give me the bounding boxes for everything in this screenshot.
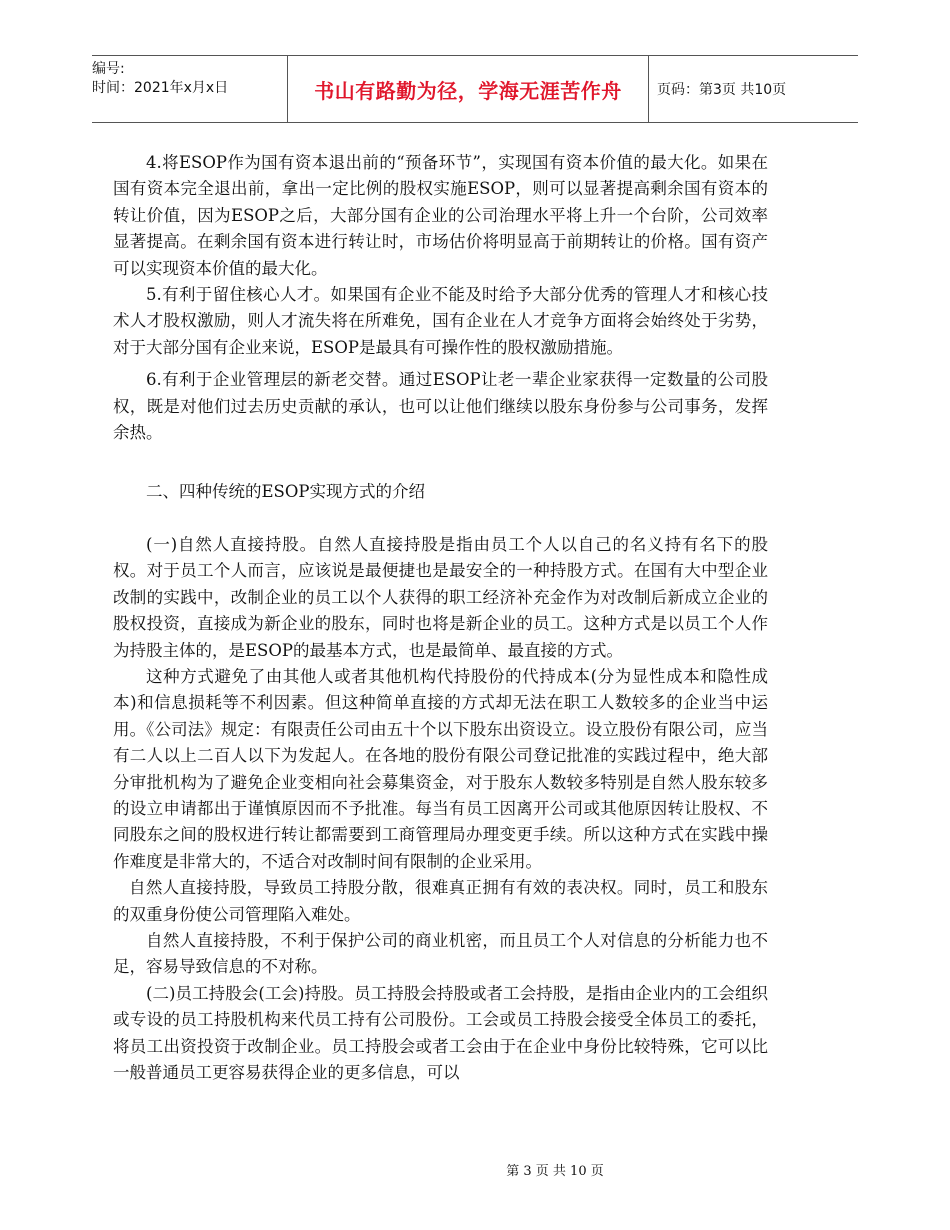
header-meta <box>92 56 287 122</box>
page-footer <box>0 1160 950 1179</box>
page-header <box>92 55 858 123</box>
section-heading: 二、四种传统的ESOP实现方式的介绍 <box>146 482 425 502</box>
document-number-label: 编号: <box>92 61 125 77</box>
paragraph-talent-retention: 5.有利于留住核心人才。如果国有企业不能及时给予大部分优秀的管理人才和核心技术人才股权激励，则人才流失将在所难免，国有企业在人才竞争方面将会始终处于劣势，对于大部分国有企业来说，ESOP是最具有可操作性的股权激励措施。 <box>113 285 768 357</box>
footer-page-number: 第 3 页 共 10 页 <box>506 1164 604 1179</box>
paragraph-dispersed-holding: 自然人直接持股，导致员工持股分散，很难真正拥有有效的表决权。同时，员工和股东的双重身份使公司管理陷入难处。 <box>113 878 768 924</box>
paragraph-union-holding: (二)员工持股会(工会)持股。员工持股会持股或者工会持股，是指由企业内的工会组织或专设的员工持股机构来代员工持有公司股份。工会或员工持股会接受全体员工的委托，将员工出资投资于改制企业。员工持股会或者工会由于在企业中身份比较特殊，它可以比一般普通员工更容易获得企业的更多信息，可以 <box>113 983 768 1082</box>
document-body <box>113 150 768 1086</box>
paragraph-natural-person-holding: (一)自然人直接持股。自然人直接持股是指由员工个人以自己的名义持有名下的股权。对于员工个人而言，应该说是最便捷也是最安全的一种持股方式。在国有大中型企业改制的实践中，改制企业的员工以个人获得的职工经济补充金作为对改制后新成立企业的股权投资，直接成为新企业的股东，同时也将是新企业的员工。这种方式是以员工个人作为持股主体的，是ESOP的最基本方式，也是最简单、最直接的方式。 <box>113 534 768 660</box>
document-time-label: 时间：2021年x月x日 <box>92 80 229 96</box>
paragraph-esop-value: 4.将ESOP作为国有资本退出前的“预备环节”，实现国有资本价值的最大化。如果在国有资本完全退出前，拿出一定比例的股权实施ESOP，则可以显著提高剩余国有资本的转让价值，因为ESOP之后，大部分国有企业的公司治理水平将上升一个台阶，公司效率显著提高。在剩余国有资本进行转让时，市场估价将明显高于前期转让的价格。国有资产可以实现资本价值的最大化。 <box>113 153 768 278</box>
paragraph-management-succession: 6.有利于企业管理层的新老交替。通过ESOP让老一辈企业家获得一定数量的公司股权，既是对他们过去历史贡献的承认，也可以让他们继续以股东身份参与公司事务，发挥余热。 <box>113 370 768 443</box>
header-page-info: 页码：第3页 共10页 <box>657 82 787 98</box>
paragraph-information-asymmetry: 自然人直接持股，不利于保护公司的商业机密，而且员工个人对信息的分析能力也不足，容易导致信息的不对称。 <box>113 930 768 977</box>
header-motto: 书山有路勤为径，学海无涯苦作舟 <box>287 56 649 122</box>
paragraph-holding-limits: 这种方式避免了由其他人或者其他机构代持股份的代持成本(分为显性成本和隐性成本)和信息损耗等不利因素。但这种简单直接的方式却无法在职工人数较多的企业当中运用。《公司法》规定：有限责任公司由五十个以下股东出资设立。设立股份有限公司，应当有二人以上二百人以下为发起人。在各地的股份有限公司登记批准的实践过程中，绝大部分审批机构为了避免企业变相向社会募集资金，对于股东人数较多特别是自然人股东较多的设立申请都出于谨慎原因而不予批准。每当有员工因离开公司或其他原因转让股权、不同股东之间的股权进行转让都需要到工商管理局办理变更手续。所以这种方式在实践中操作难度是非常大的，不适合对改制时间有限制的企业采用。 <box>113 666 768 871</box>
